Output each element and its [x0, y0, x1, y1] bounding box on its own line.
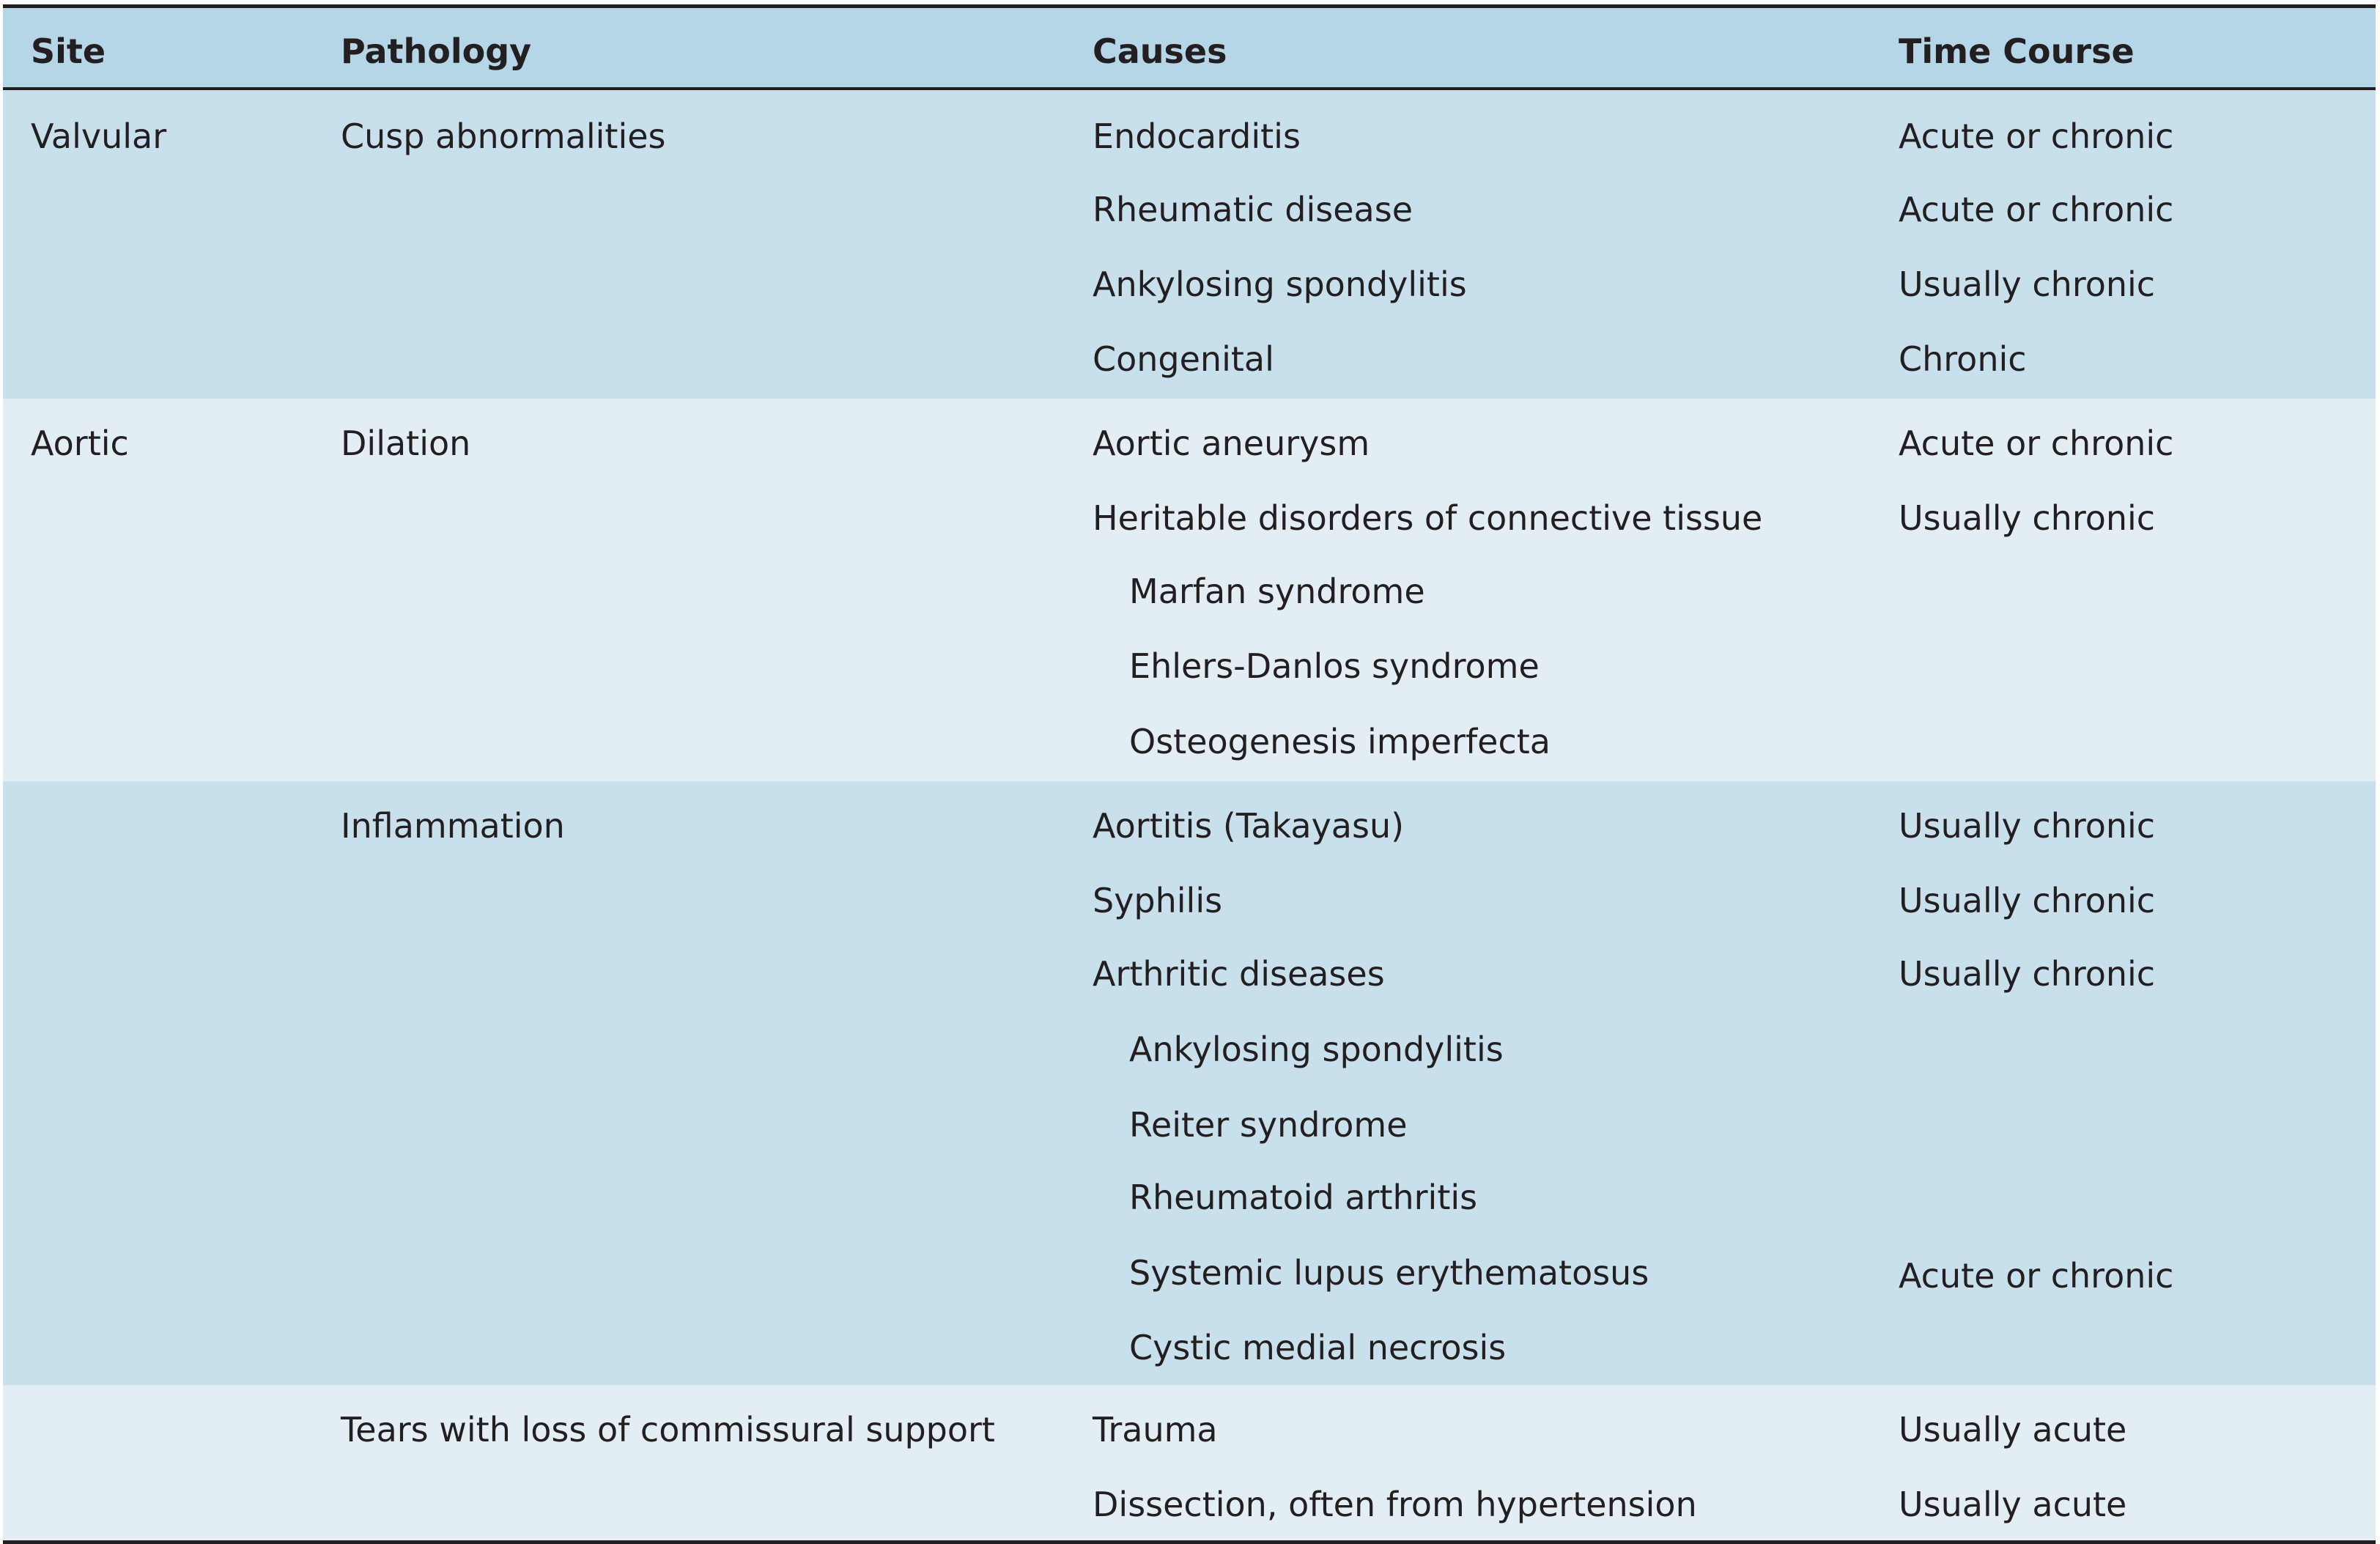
cause-cell: Congenital: [1093, 339, 1274, 379]
cause-subitem: Ankylosing spondylitis: [1129, 1030, 1504, 1069]
cause-subitem: Systemic lupus erythematosus: [1129, 1253, 1649, 1293]
cause-cell: Arthritic diseases: [1093, 954, 1385, 994]
time-course-cell: Acute or chronic: [1899, 117, 2174, 156]
cause-cell: Ankylosing spondylitis: [1093, 265, 1467, 304]
header-pathology: Pathology: [341, 32, 532, 71]
time-course-cell: Usually chronic: [1899, 881, 2156, 920]
header-time-course: Time Course: [1899, 32, 2135, 71]
cause-subitem: Rheumatoid arthritis: [1129, 1178, 1478, 1217]
cause-subitem: Marfan syndrome: [1129, 572, 1425, 611]
cause-cell: Heritable disorders of connective tissue: [1093, 498, 1763, 538]
time-course-cell: Acute or chronic: [1899, 1256, 2174, 1296]
row-group-valvular: [3, 90, 2376, 399]
time-course-cell: Usually chronic: [1899, 498, 2156, 538]
cause-cell: Aortitis (Takayasu): [1093, 806, 1405, 846]
row-group-tears: [3, 1385, 2376, 1540]
time-course-cell: Usually chronic: [1899, 954, 2156, 994]
row-group-inflammation: [3, 781, 2376, 1385]
pathology-cell: Cusp abnormalities: [341, 117, 666, 156]
header-site: Site: [31, 32, 106, 71]
cause-cell: Rheumatic disease: [1093, 190, 1413, 229]
time-course-cell: Usually chronic: [1899, 265, 2156, 304]
time-course-cell: Usually chronic: [1899, 806, 2156, 846]
cause-subitem: Reiter syndrome: [1129, 1105, 1408, 1145]
cause-subitem: Cystic medial necrosis: [1129, 1328, 1507, 1367]
site-cell: Valvular: [31, 117, 167, 156]
cause-cell: Aortic aneurysm: [1093, 424, 1370, 463]
table-header: [3, 8, 2376, 90]
cause-subitem: Osteogenesis imperfecta: [1129, 722, 1551, 761]
cause-cell: Syphilis: [1093, 881, 1223, 920]
site-cell: Aortic: [31, 424, 129, 463]
pathology-cell: Tears with loss of commissural support: [341, 1410, 995, 1449]
aortic-regurgitation-causes-table: [3, 4, 2376, 1544]
time-course-cell: Usually acute: [1899, 1485, 2127, 1524]
time-course-cell: Acute or chronic: [1899, 190, 2174, 229]
cause-cell: Trauma: [1093, 1410, 1218, 1449]
cause-cell: Endocarditis: [1093, 117, 1301, 156]
row-group-dilation: [3, 399, 2376, 781]
cause-cell: Dissection, often from hypertension: [1093, 1485, 1697, 1524]
time-course-cell: Acute or chronic: [1899, 424, 2174, 463]
cause-subitem: Ehlers-Danlos syndrome: [1129, 646, 1540, 686]
header-causes: Causes: [1093, 32, 1227, 71]
time-course-cell: Chronic: [1899, 339, 2027, 379]
time-course-cell: Usually acute: [1899, 1410, 2127, 1449]
pathology-cell: Inflammation: [341, 806, 565, 846]
pathology-cell: Dilation: [341, 424, 471, 463]
